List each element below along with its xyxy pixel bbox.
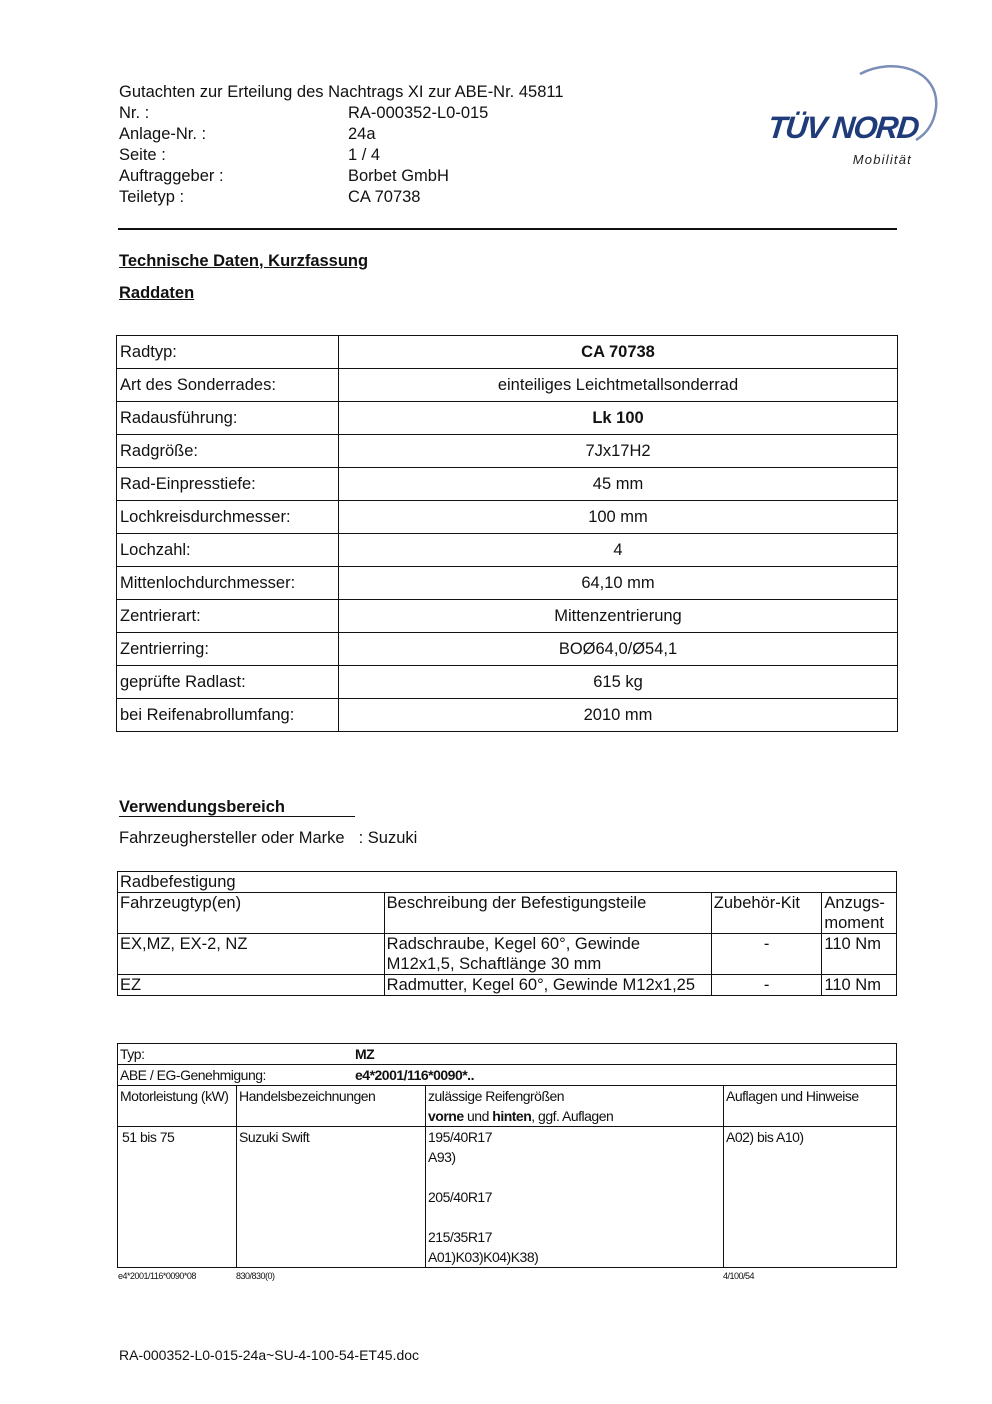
row-label: Radgröße: bbox=[117, 435, 339, 468]
abe-cell bbox=[118, 1065, 897, 1086]
column-header: Auflagen und Hinweise bbox=[724, 1086, 897, 1127]
row-value: 4 bbox=[339, 534, 898, 567]
row-label: Zentrierring: bbox=[117, 633, 339, 666]
row-value: Lk 100 bbox=[339, 402, 898, 435]
cell-reifen bbox=[426, 1127, 724, 1268]
table-row bbox=[118, 934, 897, 975]
logo-wordmark: TÜV NORD bbox=[766, 110, 920, 145]
typ-row bbox=[118, 1044, 897, 1065]
reifen-line: 205/40R17 bbox=[428, 1189, 493, 1205]
header-label: Seite : bbox=[119, 146, 166, 164]
cell-moment: 110 Nm bbox=[822, 975, 897, 996]
row-label: Art des Sonderrades: bbox=[117, 369, 339, 402]
row-label: geprüfte Radlast: bbox=[117, 666, 339, 699]
row-label: Radtyp: bbox=[117, 336, 339, 369]
reifen-und: und bbox=[463, 1108, 493, 1124]
reifen-line bbox=[428, 1167, 721, 1187]
reifen-line: 195/40R17 bbox=[428, 1129, 493, 1145]
cell-beschreibung: Radmutter, Kegel 60°, Gewinde M12x1,25 bbox=[384, 975, 711, 996]
table-header-row bbox=[118, 1086, 897, 1127]
table-row bbox=[118, 975, 897, 996]
header-value: 1 / 4 bbox=[348, 146, 381, 164]
row-value: 2010 mm bbox=[339, 699, 898, 732]
table-row bbox=[117, 369, 898, 402]
radbefestigung-table bbox=[117, 871, 897, 996]
table-row bbox=[117, 468, 898, 501]
reifen-hinten: hinten bbox=[492, 1108, 532, 1124]
table-title: Radbefestigung bbox=[118, 872, 897, 893]
table-row bbox=[117, 336, 898, 369]
header-field-teiletyp bbox=[119, 187, 564, 208]
header-value: RA-000352-L0-015 bbox=[348, 104, 489, 122]
cell-handel: Suzuki Swift bbox=[237, 1127, 426, 1268]
maker-value: Suzuki bbox=[367, 829, 418, 847]
section-heading-verwendung: Verwendungsbereich bbox=[119, 798, 285, 816]
typ-cell bbox=[118, 1044, 897, 1065]
cell-kit: - bbox=[711, 934, 822, 975]
typ-value: MZ bbox=[355, 1046, 375, 1062]
header-label: Auftraggeber : bbox=[119, 167, 224, 185]
row-label: Lochzahl: bbox=[117, 534, 339, 567]
row-value: 64,10 mm bbox=[339, 567, 898, 600]
cell-moment: 110 Nm bbox=[822, 934, 897, 975]
reifen-line: A01)K03)K04)K38) bbox=[428, 1249, 539, 1265]
table-row bbox=[117, 435, 898, 468]
column-header: Anzugs- moment bbox=[822, 893, 897, 934]
row-label: Rad-Einpresstiefe: bbox=[117, 468, 339, 501]
cell-kit: - bbox=[711, 975, 822, 996]
table-row bbox=[118, 1127, 897, 1268]
column-header-reifen bbox=[426, 1086, 724, 1127]
column-header: Zubehör-Kit bbox=[711, 893, 822, 934]
table-header-row bbox=[118, 893, 897, 934]
footnote-left: e4*2001/116*0090*08 bbox=[118, 1271, 196, 1281]
reifen-line: A93) bbox=[428, 1149, 456, 1165]
row-label: Radausführung: bbox=[117, 402, 339, 435]
tuev-nord-logo bbox=[764, 60, 942, 172]
vehicle-maker-line bbox=[119, 829, 417, 848]
column-header: Motorleistung (kW) bbox=[118, 1086, 237, 1127]
reifen-vorne: vorne bbox=[428, 1108, 464, 1124]
header-value: Borbet GmbH bbox=[348, 167, 449, 185]
footnote-right: 4/100/54 bbox=[723, 1271, 755, 1281]
table-row bbox=[117, 534, 898, 567]
row-value: CA 70738 bbox=[339, 336, 898, 369]
document-header bbox=[119, 82, 564, 208]
abe-label: ABE / EG-Genehmigung: bbox=[120, 1067, 266, 1083]
typ-table bbox=[117, 1043, 897, 1268]
cell-typ: EX,MZ, EX-2, NZ bbox=[118, 934, 385, 975]
reifen-line: 215/35R17 bbox=[428, 1229, 493, 1245]
row-value: 615 kg bbox=[339, 666, 898, 699]
section-heading-technische: Technische Daten, Kurzfassung bbox=[119, 252, 369, 270]
header-value: CA 70738 bbox=[348, 188, 421, 206]
header-field-seite bbox=[119, 145, 564, 166]
header-field-nr bbox=[119, 103, 564, 124]
header-divider bbox=[118, 228, 897, 230]
row-value: 45 mm bbox=[339, 468, 898, 501]
table-row bbox=[117, 699, 898, 732]
row-value: Mittenzentrierung bbox=[339, 600, 898, 633]
cell-auflagen: A02) bis A10) bbox=[724, 1127, 897, 1268]
typ-label: Typ: bbox=[120, 1046, 145, 1062]
row-label: bei Reifenabrollumfang: bbox=[117, 699, 339, 732]
reifen-rest: , ggf. Auflagen bbox=[531, 1108, 614, 1124]
document-footer: RA-000352-L0-015-24a~SU-4-100-54-ET45.doc bbox=[119, 1347, 420, 1363]
footnote-mid: 830/830(0) bbox=[236, 1271, 275, 1281]
row-label: Lochkreisdurchmesser: bbox=[117, 501, 339, 534]
header-label: Nr. : bbox=[119, 104, 150, 122]
header-label: Teiletyp : bbox=[119, 188, 185, 206]
header-value: 24a bbox=[348, 125, 376, 143]
row-label: Mittenlochdurchmesser: bbox=[117, 567, 339, 600]
document-title: Gutachten zur Erteilung des Nachtrags XI zur ABE-Nr. 45811 bbox=[119, 83, 564, 101]
table-row bbox=[117, 567, 898, 600]
table-row bbox=[117, 402, 898, 435]
table-title-row bbox=[118, 872, 897, 893]
section-heading-raddaten: Raddaten bbox=[119, 284, 195, 302]
table-row bbox=[117, 600, 898, 633]
row-value: einteiliges Leichtmetallsonderrad bbox=[339, 369, 898, 402]
abe-row bbox=[118, 1065, 897, 1086]
reifen-line bbox=[428, 1207, 721, 1227]
column-header: Handelsbezeichnungen bbox=[237, 1086, 426, 1127]
row-value: 100 mm bbox=[339, 501, 898, 534]
column-header: Fahrzeugtyp(en) bbox=[118, 893, 385, 934]
cell-typ: EZ bbox=[118, 975, 385, 996]
reifen-header-line2 bbox=[428, 1106, 721, 1126]
row-label: Zentrierart: bbox=[117, 600, 339, 633]
logo-subtitle: Mobilität bbox=[852, 152, 912, 167]
table-row bbox=[117, 633, 898, 666]
header-field-auftraggeber bbox=[119, 166, 564, 187]
heading-underline bbox=[119, 816, 355, 817]
cell-leistung: 51 bis 75 bbox=[118, 1127, 237, 1268]
table-row bbox=[117, 666, 898, 699]
reifen-header-line1: zulässige Reifengrößen bbox=[428, 1088, 565, 1104]
abe-value: e4*2001/116*0090*.. bbox=[355, 1067, 474, 1083]
row-value: BOØ64,0/Ø54,1 bbox=[339, 633, 898, 666]
maker-label: Fahrzeughersteller oder Marke bbox=[119, 829, 345, 847]
header-field-anlage bbox=[119, 124, 564, 145]
maker-colon: : bbox=[358, 829, 364, 847]
cell-beschreibung: Radschraube, Kegel 60°, Gewinde M12x1,5, Schaftlänge 30 mm bbox=[384, 934, 711, 975]
column-header: Beschreibung der Befestigungsteile bbox=[384, 893, 711, 934]
header-label: Anlage-Nr. : bbox=[119, 125, 207, 143]
raddaten-table bbox=[116, 335, 898, 732]
row-value: 7Jx17H2 bbox=[339, 435, 898, 468]
table-row bbox=[117, 501, 898, 534]
